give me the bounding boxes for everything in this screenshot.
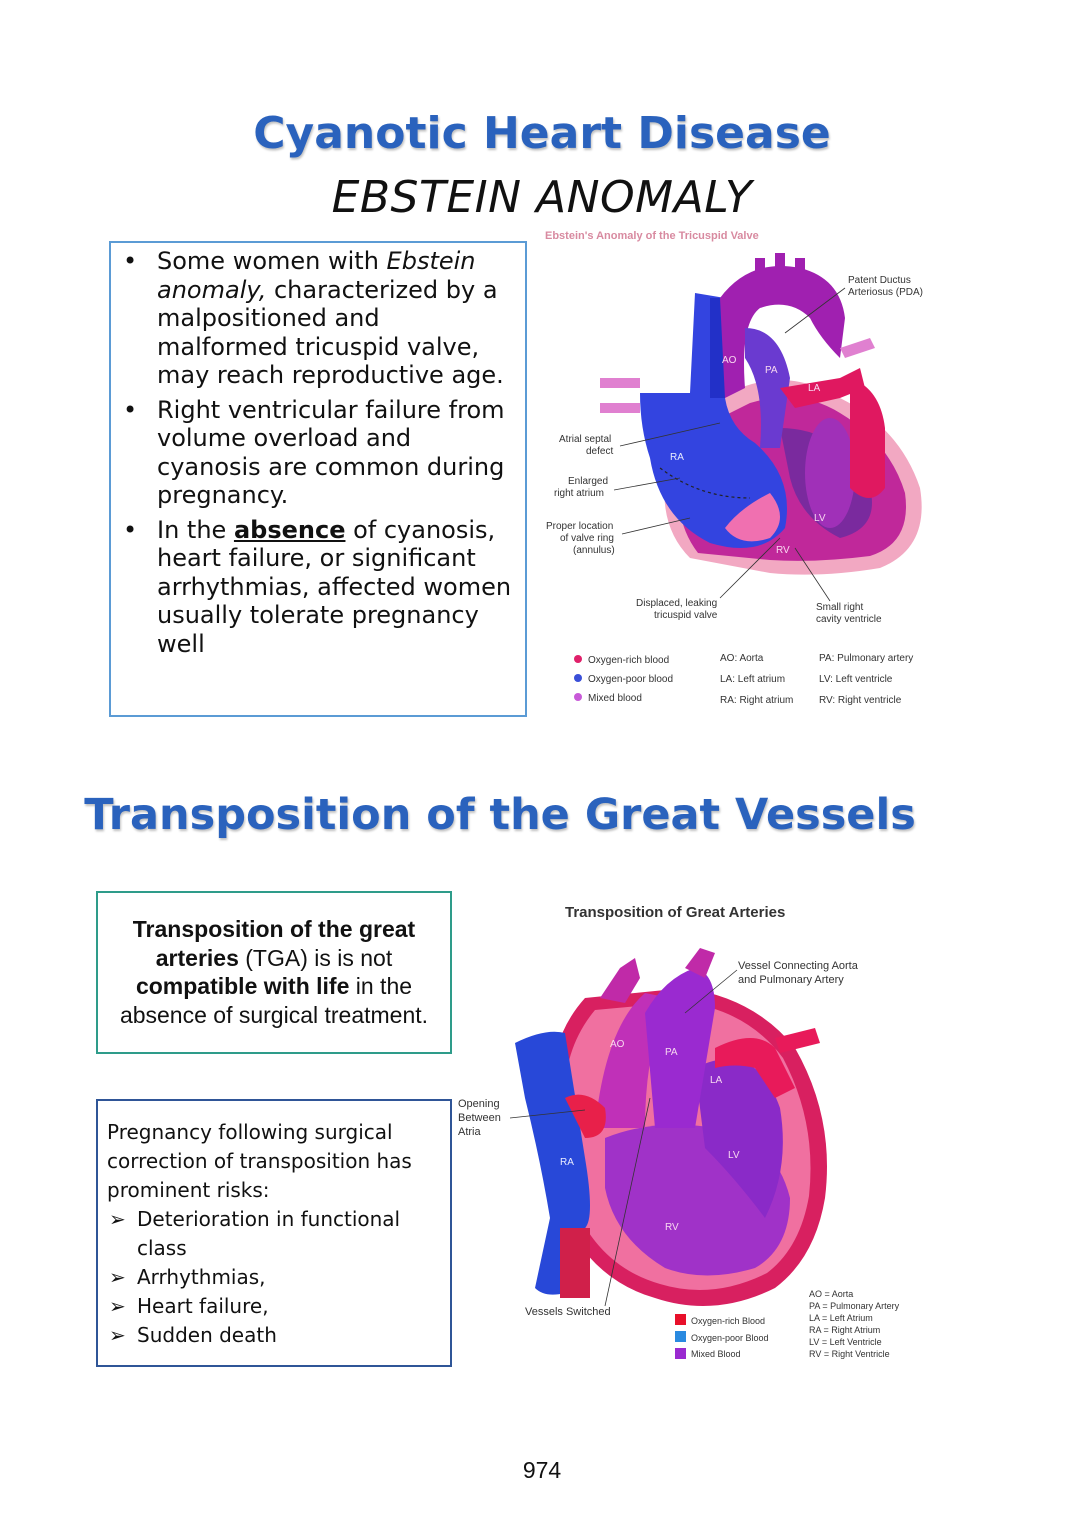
label-rv: RV: [665, 1222, 679, 1233]
label-displaced-valve: Displaced, leaking: [636, 598, 718, 609]
label-la: LA: [710, 1075, 723, 1086]
heart-illustration-icon: [515, 948, 827, 1306]
label-ra: RA: [670, 452, 684, 463]
legend-lv: LV = Left Ventricle: [809, 1337, 882, 1347]
label-la: LA: [808, 383, 821, 394]
label-vessels-switched: Vessels Switched: [525, 1306, 611, 1318]
ebstein-heart-diagram: [540, 228, 960, 718]
legend-swatch-oxygen-rich: [574, 655, 582, 663]
legend-lv: LV: Left ventricle: [819, 674, 893, 685]
label-connecting-vessel: Vessel Connecting Aorta: [738, 960, 858, 972]
label-displaced-valve: tricuspid valve: [654, 610, 718, 621]
label-pda: Arteriosus (PDA): [848, 287, 924, 298]
bullet-text: Some women with: [157, 247, 387, 275]
label-enlarged-ra: right atrium: [554, 488, 605, 499]
list-item: [119, 516, 515, 659]
label-lv: LV: [728, 1150, 740, 1161]
bullet-emphasis-text: absence: [233, 515, 346, 544]
label-pa: PA: [665, 1047, 678, 1058]
figure-caption: Ebstein's Anomaly of the Tricuspid Valve: [545, 230, 759, 242]
heart-illustration-icon: [600, 253, 922, 575]
list-item: [107, 1263, 442, 1292]
tga-bold-text: compatible with life: [135, 973, 350, 999]
legend-pa: PA = Pulmonary Artery: [809, 1301, 900, 1311]
section-subtitle: EBSTEIN ANOMALY: [331, 172, 753, 223]
label-connecting-vessel: and Pulmonary Artery: [738, 974, 844, 986]
figure-caption: Transposition of Great Arteries: [565, 904, 786, 921]
legend-swatch-mixed: [574, 693, 582, 701]
tga-heart-diagram: [455, 898, 925, 1368]
tga-text-box: [96, 891, 452, 1054]
legend-ra: RA = Right Atrium: [809, 1325, 881, 1335]
risks-list: [107, 1205, 442, 1350]
label-valve-ring: (annulus): [573, 545, 615, 556]
page-title: Cyanotic Heart Disease: [253, 108, 831, 159]
risk-text: Sudden death: [137, 1323, 277, 1347]
legend-la: LA = Left Atrium: [809, 1313, 873, 1323]
legend-oxygen-poor: Oxygen-poor blood: [588, 674, 674, 685]
bullet-text: of cyanosis, heart failure, or significant arrhythmias, affected women usually tolerate pregnancy well: [157, 515, 512, 658]
section-title: Transposition of the Great Vessels: [84, 790, 916, 840]
bullet-text: In the: [157, 515, 234, 544]
label-small-rv: cavity ventricle: [816, 614, 882, 625]
legend-swatch-oxygen-rich: [675, 1314, 686, 1325]
bullet-icon: •: [123, 395, 138, 424]
legend-rv: RV: Right ventricle: [819, 695, 902, 706]
label-ra: RA: [560, 1157, 574, 1168]
bullet-text: characterized by a malpositioned and malformed tricuspid valve, may reach reproductive age.: [157, 275, 504, 389]
label-lv: LV: [814, 513, 826, 524]
label-valve-ring: of valve ring: [560, 533, 614, 544]
legend-mixed: Mixed Blood: [691, 1349, 741, 1359]
label-valve-ring: Proper location: [546, 521, 614, 532]
list-item: [107, 1292, 442, 1321]
legend-ao: AO: Aorta: [720, 653, 764, 664]
page-number: 974: [522, 1457, 562, 1483]
legend-mixed: Mixed blood: [588, 693, 642, 704]
tga-text: (TGA) is is not: [238, 944, 393, 971]
tga-text: in the absence of surgical treatment.: [119, 973, 429, 1028]
legend-ao: AO = Aorta: [809, 1289, 854, 1299]
label-pa: PA: [765, 365, 778, 376]
list-item: [107, 1321, 442, 1350]
bullet-icon: •: [123, 247, 138, 275]
legend-oxygen-rich: Oxygen-rich Blood: [691, 1316, 766, 1326]
bullet-italic-text: Ebstein anomaly,: [157, 247, 476, 304]
label-ao: AO: [722, 355, 737, 366]
label-small-rv: Small right: [816, 602, 864, 613]
bullet-icon: •: [123, 515, 138, 544]
pregnancy-risks-box: [96, 1099, 452, 1367]
label-enlarged-ra: Enlarged: [568, 476, 609, 487]
ebstein-bullet-list: [119, 247, 515, 658]
legend-swatch-mixed: [675, 1348, 686, 1359]
legend-oxygen-poor: Oxygen-poor Blood: [691, 1333, 769, 1343]
label-pda: Patent Ductus: [848, 275, 911, 286]
label-asd: Atrial septal: [559, 434, 612, 445]
label-opening-atria: Between: [458, 1112, 501, 1124]
label-ao: AO: [610, 1039, 625, 1050]
ebstein-text-box: [109, 241, 527, 717]
list-item: [119, 396, 515, 510]
legend-pa: PA: Pulmonary artery: [819, 653, 914, 664]
arrow-bullet-icon: ➢: [109, 1323, 126, 1347]
risk-text: Arrhythmias,: [137, 1265, 266, 1289]
tga-bold-text: Transposition of the great arteries: [132, 916, 416, 971]
label-asd: defect: [586, 446, 614, 457]
legend-swatch-oxygen-poor: [675, 1331, 686, 1342]
bullet-text: Right ventricular failure from volume overload and cyanosis are common during pregnancy.: [157, 395, 505, 509]
arrow-bullet-icon: ➢: [109, 1207, 126, 1231]
label-rv: RV: [776, 545, 790, 556]
arrow-bullet-icon: ➢: [109, 1294, 126, 1318]
label-opening-atria: Atria: [458, 1126, 481, 1138]
legend-oxygen-rich: Oxygen-rich blood: [588, 655, 670, 666]
legend-swatch-oxygen-poor: [574, 674, 582, 682]
legend-ra: RA: Right atrium: [720, 695, 794, 706]
risk-text: Deterioration in functional class: [137, 1207, 401, 1260]
list-item: [119, 247, 515, 390]
risks-intro: Pregnancy following surgical correction of transposition has prominent risks:: [107, 1120, 412, 1202]
list-item: [107, 1205, 442, 1263]
label-opening-atria: Opening: [458, 1098, 500, 1110]
legend-la: LA: Left atrium: [720, 674, 786, 685]
legend-rv: RV = Right Ventricle: [809, 1349, 890, 1359]
arrow-bullet-icon: ➢: [109, 1265, 126, 1289]
risk-text: Heart failure,: [137, 1294, 269, 1318]
